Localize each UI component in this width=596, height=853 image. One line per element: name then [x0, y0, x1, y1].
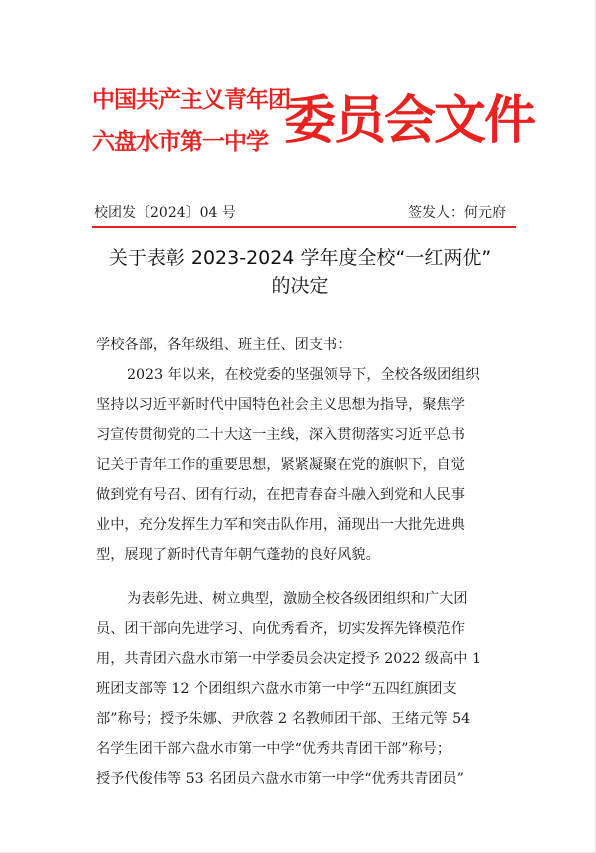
document-type: 委员会文件 — [284, 91, 535, 151]
header-divider — [92, 226, 516, 228]
issuing-organization — [92, 84, 290, 164]
document-header — [92, 84, 535, 164]
paragraph-line: 员、团干部向先进学习、向优秀看齐，切实发挥先锋模范作 — [96, 621, 465, 637]
paragraph-spacer — [96, 570, 516, 584]
paragraph-line: 授予代俊伟等 53 名团员六盘水市第一中学“优秀共青团员” — [96, 771, 464, 787]
document-number: 校团发〔2024〕04 号 — [94, 205, 236, 221]
signer: 签发人：何元府 — [408, 205, 506, 221]
paragraph-line: 型，展现了新时代青年朝气蓬勃的良好风貌。 — [96, 547, 380, 563]
document-body — [96, 330, 516, 794]
paragraph-line: 习宣传贯彻党的二十大这一主线，深入贯彻落实习近平总书 — [96, 427, 465, 443]
org-name-line2: 六盘水市第一中学 — [92, 129, 268, 155]
org-name-line1: 中国共产主义青年团 — [92, 87, 290, 113]
document-title — [80, 244, 520, 300]
paragraph-line: 班团支部等 12 个团组织六盘水市第一中学“五四红旗团支 — [96, 681, 457, 697]
paragraph-line: 做到党有号召、团有行动，在把青春奋斗融入到党和人民事 — [96, 487, 465, 503]
paragraph-line: 用，共青团六盘水市第一中学委员会决定授予 2022 级高中 1 — [96, 651, 481, 667]
paragraph-line: 记关于青年工作的重要思想，紧紧凝聚在党的旗帜下，自觉 — [96, 457, 465, 473]
paragraph-line: 坚持以习近平新时代中国特色社会主义思想为指导，聚焦学 — [96, 397, 465, 413]
paragraph-line: 2023 年以来，在校党委的坚强领导下，全校各级团组织 — [127, 367, 480, 383]
salutation: 学校各部，各年级组、班主任、团支书： — [96, 337, 352, 353]
paragraph-1 — [96, 360, 516, 570]
document-meta — [94, 202, 514, 224]
paragraph-line: 为表彰先进、树立典型，激励全校各级团组织和广大团 — [127, 591, 468, 607]
paragraph-line: 业中，充分发挥生力军和突击队作用，涌现出一大批先进典 — [96, 517, 465, 533]
title-line2: 的决定 — [271, 275, 329, 297]
paragraph-2 — [96, 584, 516, 794]
paragraph-line: 名学生团干部六盘水市第一中学“优秀共青团干部”称号； — [96, 741, 452, 757]
title-line1: 关于表彰 2023-2024 学年度全校“一红两优” — [108, 247, 492, 269]
paragraph-line: 部”称号；授予朱娜、尹欣蓉 2 名教师团干部、王绪元等 54 — [96, 711, 471, 727]
